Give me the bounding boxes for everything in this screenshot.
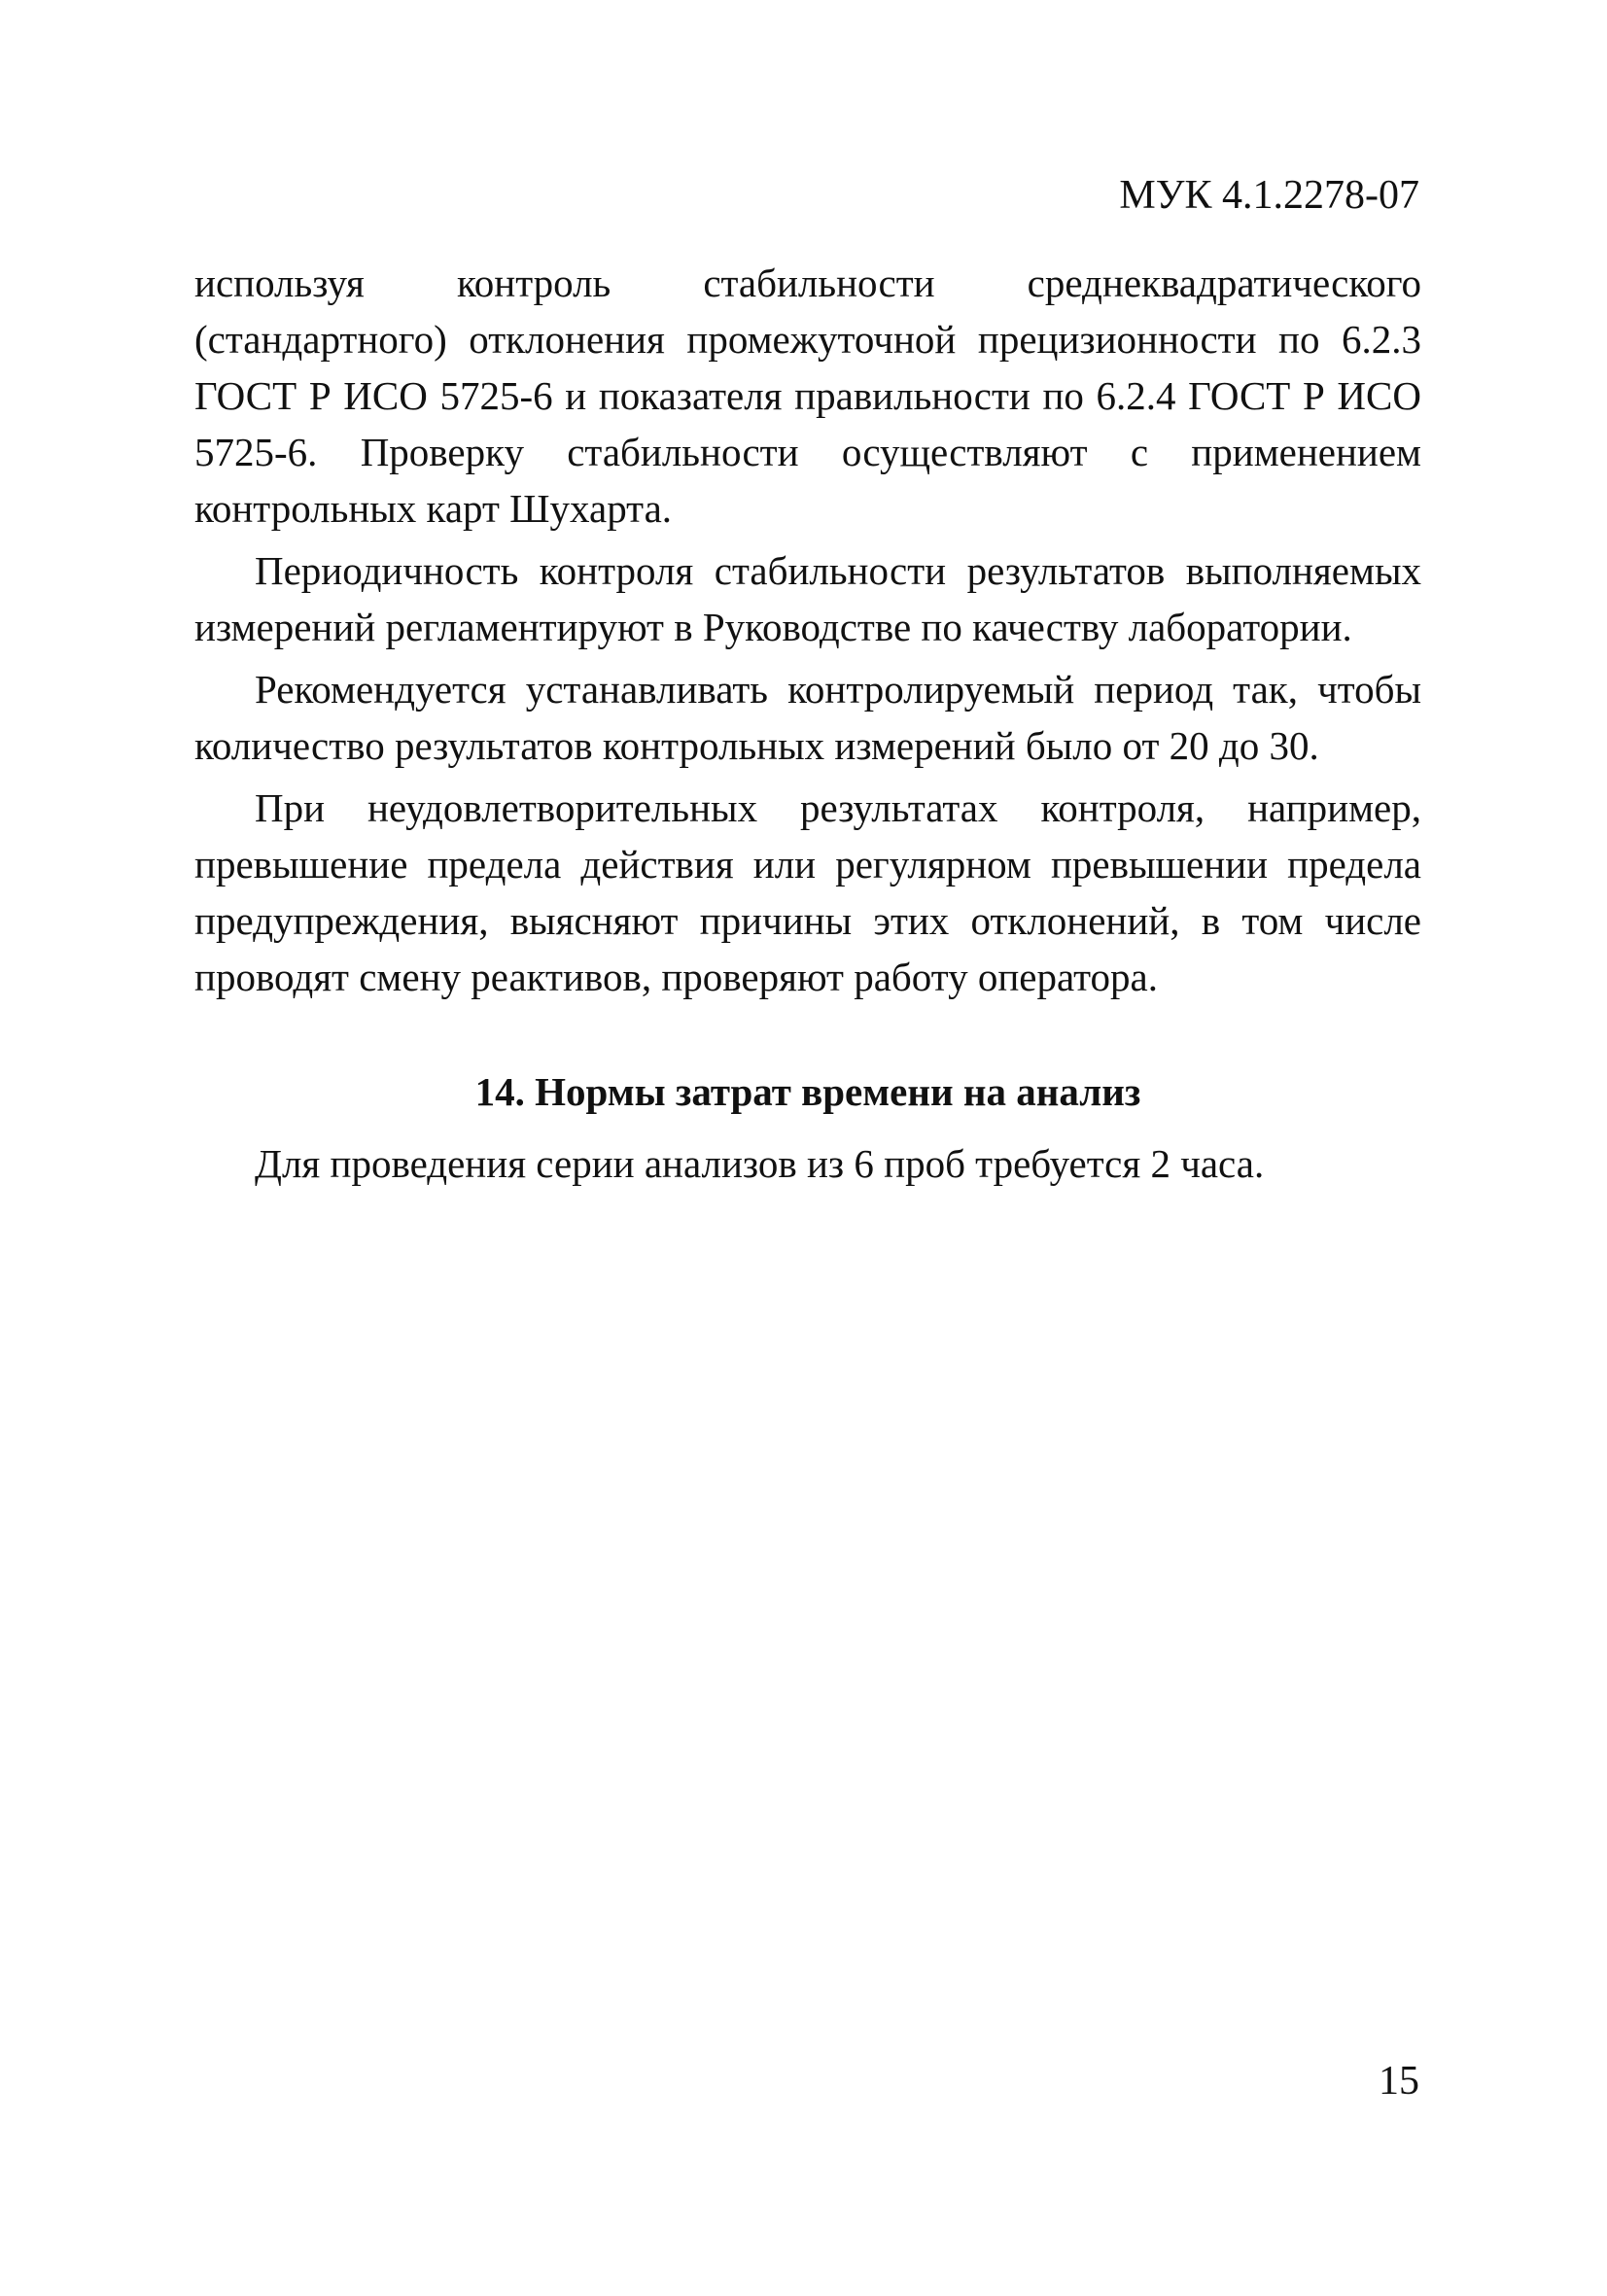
paragraph-control-period: Рекомендуется устанавливать контролируемый период так, чтобы количество результатов контрольных измерений было от 20 до 30. — [194, 667, 1421, 768]
paragraph-continuation: используя контроль стабильности среднеквадратического (стандартного) отклонения промежуточной прецизионности по 6.2.3 ГОСТ Р ИСО 5725-6 и показателя правильности по 6.2.4 ГОСТ Р ИСО 5725-6. Проверку стабильности осуществляют с применением контрольных карт Шухарта. — [194, 261, 1421, 531]
page-number: 15 — [1379, 2059, 1419, 2104]
document-code: МУК 4.1.2278-07 — [1119, 173, 1419, 218]
body-text — [194, 255, 1421, 1198]
section-heading: 14. Нормы затрат времени на анализ — [474, 1069, 1141, 1114]
paragraph-periodicity: Периодичность контроля стабильности результатов выполняемых измерений регламентируют в Руководстве по качеству лаборатории. — [194, 548, 1421, 649]
section-text: Для проведения серии анализов из 6 проб требуется 2 часа. — [255, 1141, 1265, 1186]
paragraph-unsatisfactory-results: При неудовлетворительных результатах контроля, например, превышение предела действия или регулярном превышении предела предупреждения, выясняют причины этих отклонений, в том числе проводят смену реактивов, проверяют работу оператора. — [194, 785, 1421, 999]
